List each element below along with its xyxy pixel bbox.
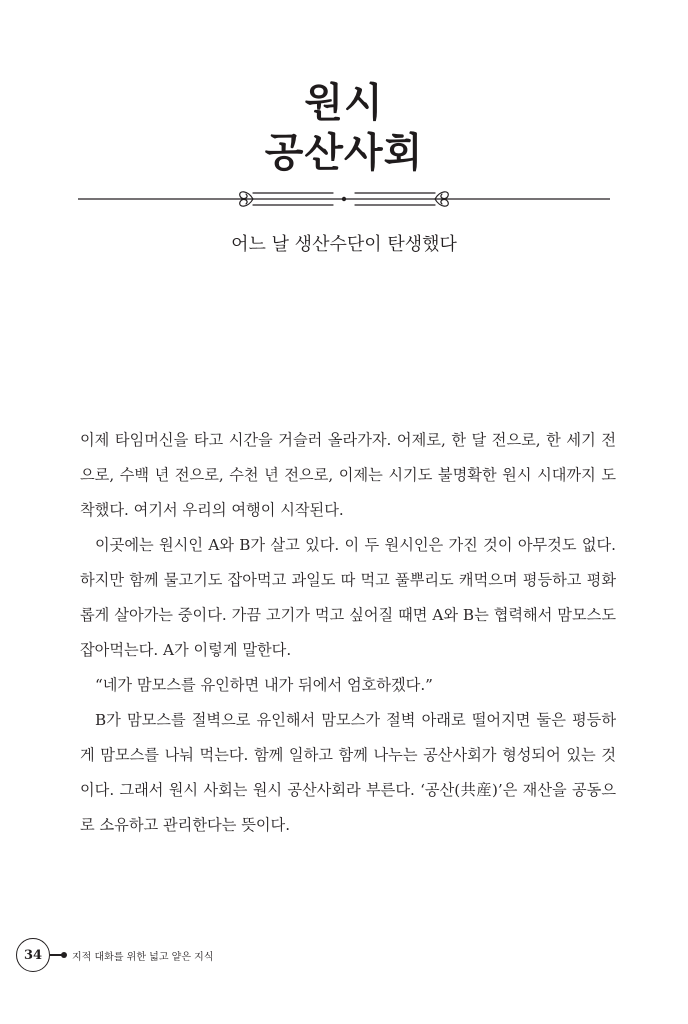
paragraph-1: 이제 타임머신을 타고 시간을 거슬러 올라가자. 어제로, 한 달 전으로, 한 세기 전으로, 수백 년 전으로, 수천 년 전으로, 이제는 시기도 불명확한 원시 시대까지 도착했다. 여기서 우리의 여행이 시작된다. xyxy=(80,431,616,519)
running-book-title: 지적 대화를 위한 넓고 얕은 지식 xyxy=(72,951,214,963)
title-divider-ornament xyxy=(78,184,610,214)
body-text xyxy=(80,423,616,843)
page-number: 34 xyxy=(16,938,50,972)
chapter-title-line1: 원시 xyxy=(304,80,384,126)
paragraph-2: 이곳에는 원시인 A와 B가 살고 있다. 이 두 원시인은 가진 것이 아무것도 없다. 하지만 함께 물고기도 잡아먹고 과일도 따 먹고 풀뿌리도 캐먹으며 평등하고 평화롭게 살아가는 중이다. 가끔 고기가 먹고 싶어질 때면 A와 B는 협력해서 맘모스도 잡아먹는다. A가 이렇게 말한다. xyxy=(80,536,616,659)
page-footer xyxy=(16,937,213,973)
chapter-title-line2: 공산사회 xyxy=(264,130,424,176)
paragraph-4: B가 맘모스를 절벽으로 유인해서 맘모스가 절벽 아래로 떨어지면 둘은 평등하게 맘모스를 나눠 먹는다. 함께 일하고 함께 나누는 공산사회가 형성되어 있는 것이다. 그래서 원시 사회는 원시 공산사회라 부른다. ‘공산(共産)’은 재산을 공동으로 소유하고 관리한다는 뜻이다. xyxy=(80,711,616,834)
chapter-title xyxy=(0,78,688,178)
chapter-subtitle: 어느 날 생산수단이 탄생했다 xyxy=(231,234,457,255)
footer-bullet-icon xyxy=(50,954,64,956)
paragraph-quote: “네가 맘모스를 유인하면 내가 뒤에서 엄호하겠다.” xyxy=(95,676,433,694)
